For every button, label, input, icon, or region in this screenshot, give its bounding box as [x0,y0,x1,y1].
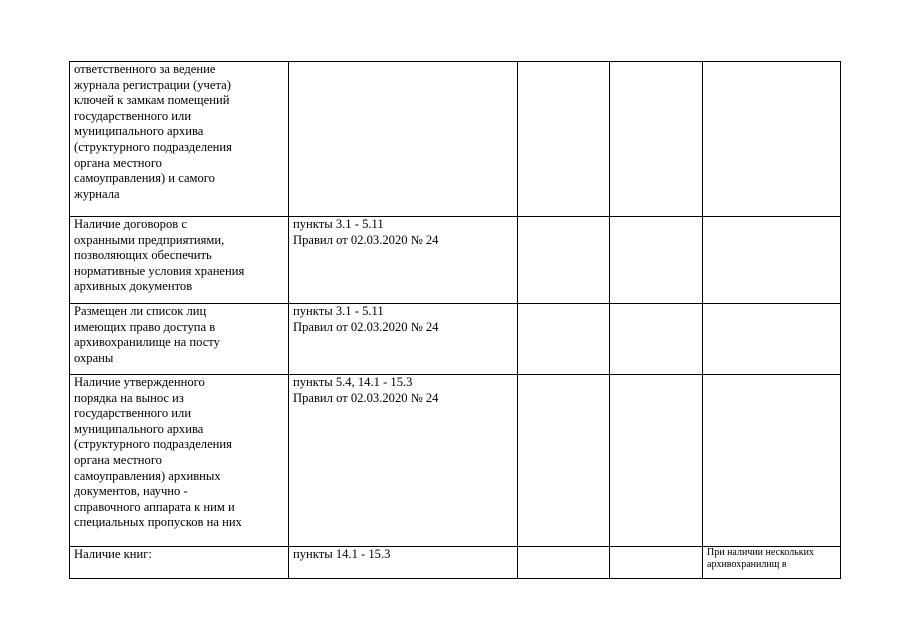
note-cell [703,304,841,375]
reference-cell: пункты 5.4, 14.1 - 15.3 Правил от 02.03.2020 № 24 [289,375,518,547]
table-row [70,547,841,579]
table-row [70,304,841,375]
requirement-cell: Наличие утвержденного порядка на вынос из государственного или муниципального архива (структурного подразделения органа местного самоуправления) архивных документов, научно - справочного аппарата к ним и специальных пропусков на них [70,375,289,547]
empty-cell [518,217,610,304]
empty-cell [518,375,610,547]
requirement-cell: Размещен ли список лиц имеющих право доступа в архивохранилище на посту охраны [70,304,289,375]
requirement-cell: ответственного за ведение журнала регистрации (учета) ключей к замкам помещений государственного или муниципального архива (структурного подразделения органа местного самоуправления) и самого журнала [70,62,289,217]
reference-cell [289,62,518,217]
empty-cell [610,547,703,579]
empty-cell [518,547,610,579]
table-row [70,217,841,304]
table-row [70,62,841,217]
table-row [70,375,841,547]
requirement-cell: Наличие договоров с охранными предприятиями, позволяющих обеспечить нормативные условия хранения архивных документов [70,217,289,304]
note-cell [703,62,841,217]
note-cell [703,375,841,547]
reference-cell: пункты 3.1 - 5.11 Правил от 02.03.2020 № 24 [289,217,518,304]
note-cell: При наличии нескольких архивохранилищ в [703,547,841,579]
inspection-checklist-table [69,61,841,579]
empty-cell [610,304,703,375]
empty-cell [518,62,610,217]
requirement-cell: Наличие книг: [70,547,289,579]
empty-cell [610,375,703,547]
empty-cell [610,62,703,217]
reference-cell: пункты 3.1 - 5.11 Правил от 02.03.2020 № 24 [289,304,518,375]
empty-cell [610,217,703,304]
reference-cell: пункты 14.1 - 15.3 [289,547,518,579]
empty-cell [518,304,610,375]
note-cell [703,217,841,304]
